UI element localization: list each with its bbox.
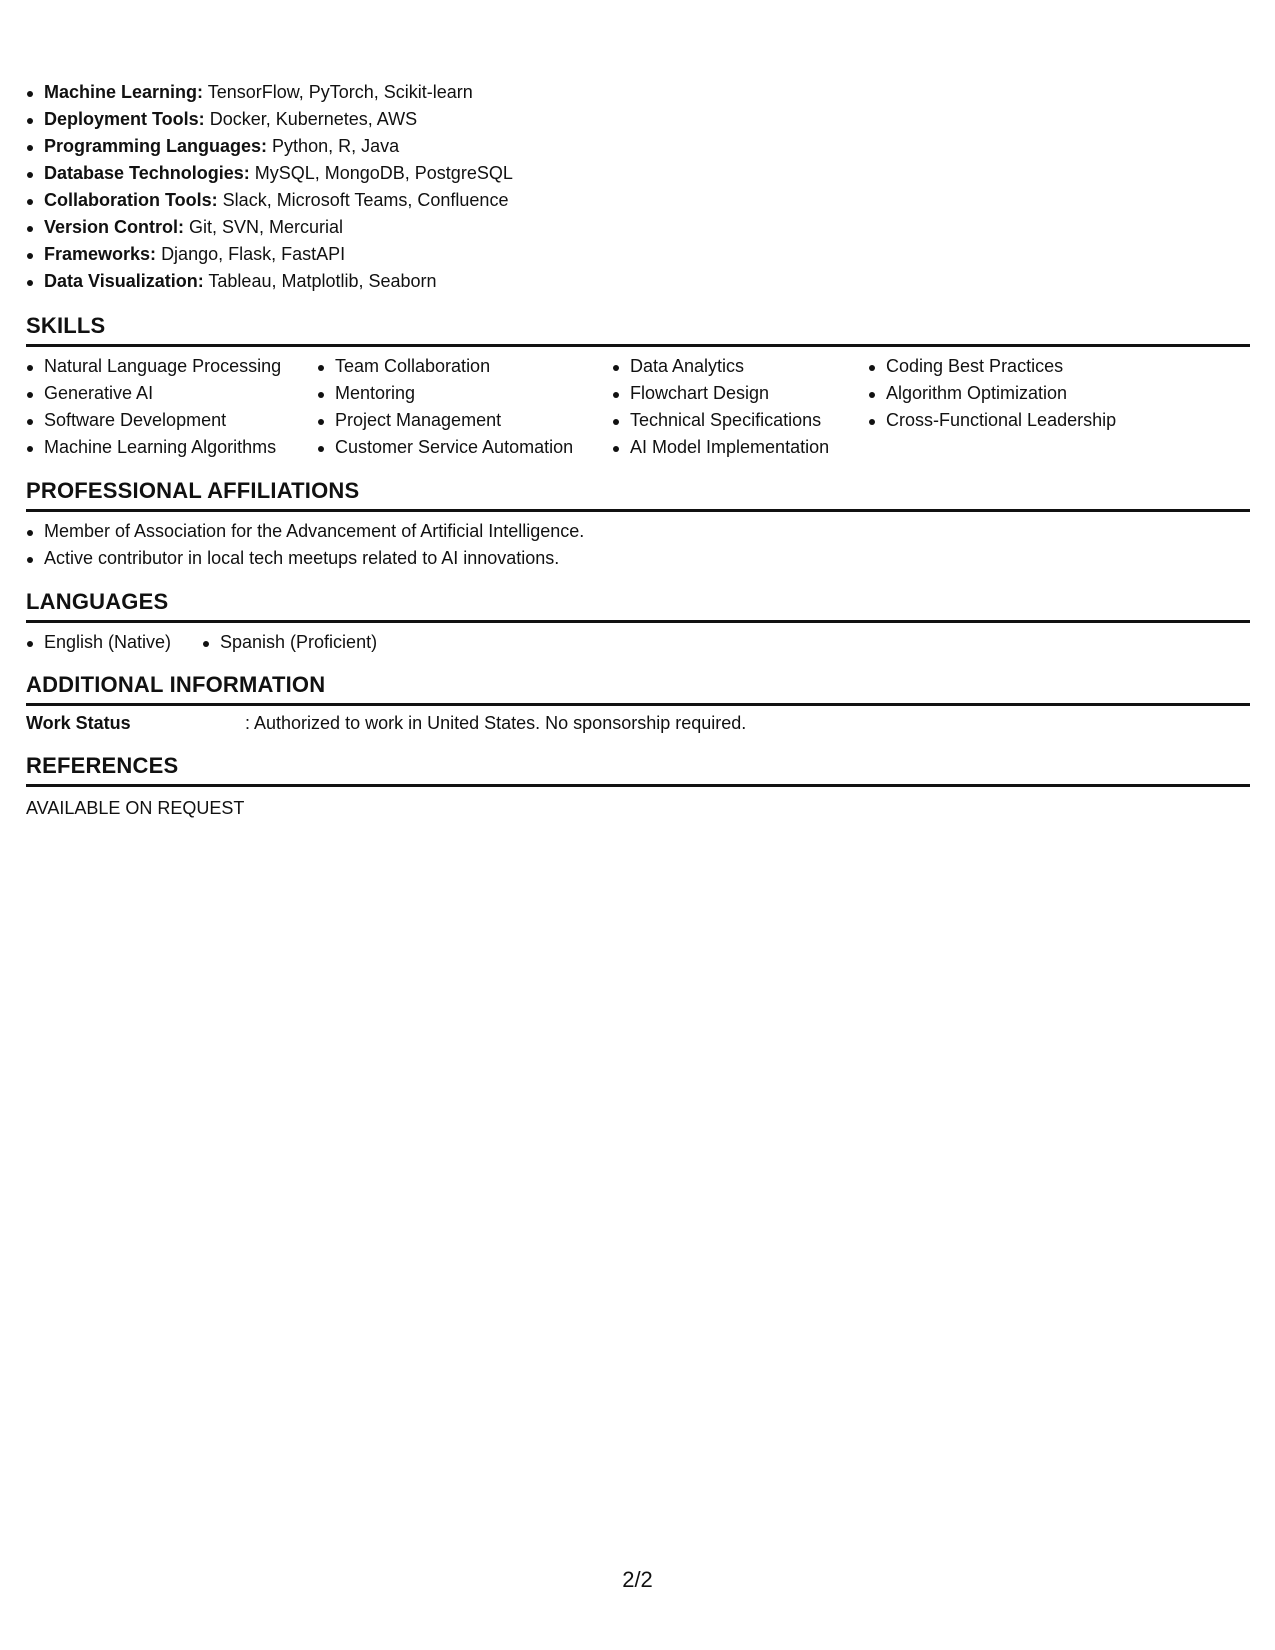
skill-item: Project Management bbox=[317, 407, 573, 434]
skills-column bbox=[26, 353, 281, 461]
tech-value: Docker, Kubernetes, AWS bbox=[209, 109, 418, 129]
skill-item: Mentoring bbox=[317, 380, 573, 407]
skill-item: Cross-Functional Leadership bbox=[868, 407, 1116, 434]
list-item bbox=[26, 241, 513, 268]
skills-column bbox=[612, 353, 829, 461]
skill-item: Team Collaboration bbox=[317, 353, 573, 380]
list-item bbox=[26, 133, 513, 160]
references-text: AVAILABLE ON REQUEST bbox=[26, 798, 245, 818]
list-item: Active contributor in local tech meetups related to AI innovations. bbox=[26, 545, 584, 572]
skills-column bbox=[868, 353, 1116, 434]
work-status-value: : Authorized to work in United States. No sponsorship required. bbox=[245, 713, 747, 733]
tech-label: Deployment Tools: bbox=[44, 109, 205, 129]
tech-label: Frameworks: bbox=[44, 244, 157, 264]
skill-item: Data Analytics bbox=[612, 353, 829, 380]
skill-item: Coding Best Practices bbox=[868, 353, 1116, 380]
additional-info-heading: ADDITIONAL INFORMATION bbox=[26, 671, 1250, 706]
list-item bbox=[26, 268, 513, 295]
list-item bbox=[26, 187, 513, 214]
affiliations-list bbox=[26, 518, 584, 572]
languages-heading: LANGUAGES bbox=[26, 588, 1250, 623]
affiliations-heading: PROFESSIONAL AFFILIATIONS bbox=[26, 477, 1250, 512]
skills-heading: SKILLS bbox=[26, 312, 1250, 347]
list-item bbox=[26, 106, 513, 133]
skill-item: Natural Language Processing bbox=[26, 353, 281, 380]
references-heading: REFERENCES bbox=[26, 752, 1250, 787]
tech-value: MySQL, MongoDB, PostgreSQL bbox=[254, 163, 513, 183]
work-status-label: Work Status bbox=[26, 713, 131, 733]
skill-item: Generative AI bbox=[26, 380, 281, 407]
skill-item: Flowchart Design bbox=[612, 380, 829, 407]
tech-value: Tableau, Matplotlib, Seaborn bbox=[208, 271, 437, 291]
skill-item: Customer Service Automation bbox=[317, 434, 573, 461]
tech-label: Database Technologies: bbox=[44, 163, 250, 183]
tech-label: Programming Languages: bbox=[44, 136, 268, 156]
list-item: English (Native) bbox=[26, 629, 171, 656]
tech-value: Python, R, Java bbox=[272, 136, 400, 156]
skill-item: Algorithm Optimization bbox=[868, 380, 1116, 407]
list-item bbox=[26, 79, 513, 106]
list-item bbox=[26, 160, 513, 187]
skill-item: Software Development bbox=[26, 407, 281, 434]
list-item bbox=[26, 214, 513, 241]
skill-item: Machine Learning Algorithms bbox=[26, 434, 281, 461]
skill-item: AI Model Implementation bbox=[612, 434, 829, 461]
tech-label: Version Control: bbox=[44, 217, 185, 237]
list-item: Spanish (Proficient) bbox=[202, 629, 377, 656]
list-item: Member of Association for the Advancement of Artificial Intelligence. bbox=[26, 518, 584, 545]
skills-column bbox=[317, 353, 573, 461]
tech-value: Git, SVN, Mercurial bbox=[189, 217, 344, 237]
tech-label: Collaboration Tools: bbox=[44, 190, 218, 210]
tech-value: Slack, Microsoft Teams, Confluence bbox=[222, 190, 509, 210]
page-number: 2/2 bbox=[622, 1567, 653, 1592]
tech-value: Django, Flask, FastAPI bbox=[161, 244, 346, 264]
skill-item: Technical Specifications bbox=[612, 407, 829, 434]
tech-label: Data Visualization: bbox=[44, 271, 204, 291]
tech-value: TensorFlow, PyTorch, Scikit-learn bbox=[207, 82, 473, 102]
technical-skills-list bbox=[26, 79, 513, 295]
tech-label: Machine Learning: bbox=[44, 82, 204, 102]
